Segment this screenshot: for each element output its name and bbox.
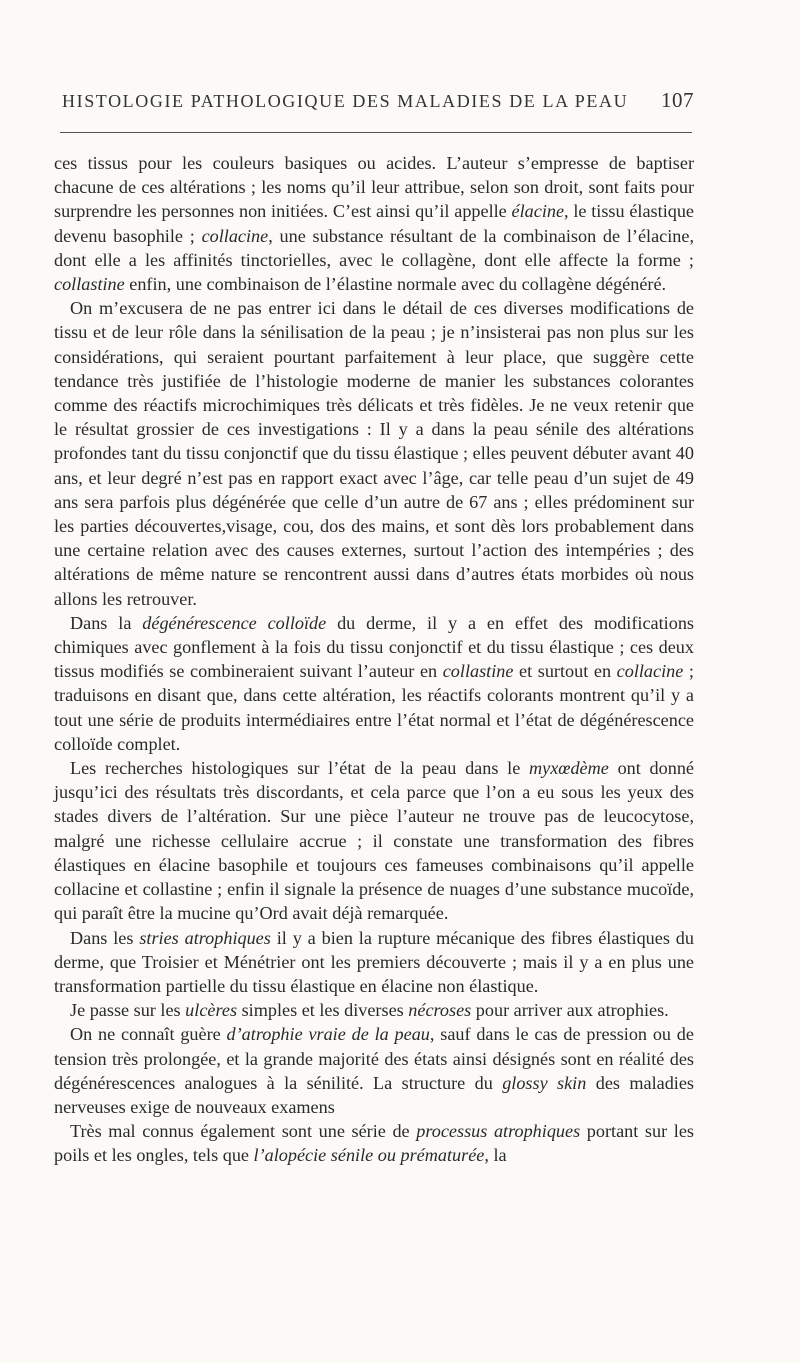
text-run: , le tissu élastique devenu basophile ; xyxy=(54,201,695,246)
italic-term: collacine xyxy=(201,225,269,246)
text-run: pour arriver aux atrophies. xyxy=(471,1000,669,1021)
text-run: Les recherches histologiques sur l’état de la peau dans le xyxy=(70,758,530,779)
text-run: et surtout en xyxy=(513,661,617,682)
text-run: il y a bien la rupture mécanique des fibres élastiques du derme, que Troisier et Ménétrier ont les premiers découverte ; mais il y a en plus une transformation partielle du tissu élastique en élacine non élastique. xyxy=(54,927,694,996)
italic-term: d’atrophie vraie de la peau xyxy=(226,1024,430,1045)
italic-term: collastine xyxy=(54,274,125,295)
body-text xyxy=(54,151,694,1168)
paragraph xyxy=(54,611,694,756)
paragraph xyxy=(54,1119,694,1167)
italic-term: glossy skin xyxy=(502,1072,587,1093)
running-title: HISTOLOGIE PATHOLOGIQUE DES MALADIES DE LA PEAU xyxy=(62,91,629,111)
italic-term: processus atrophiques xyxy=(416,1121,581,1142)
text-run: ces tissus pour les couleurs basiques ou acides. L’auteur s’empresse de baptiser chacune de ces altérations ; les noms qu’il leur attribue, selon son droit, sont faits pour surprendre les personnes non initiées. C’est ainsi qu’il appelle xyxy=(54,153,694,222)
italic-term: nécroses xyxy=(408,1000,472,1021)
text-run: , la xyxy=(484,1145,507,1166)
text-run: Très mal connus également sont une série de xyxy=(70,1121,417,1142)
text-run: Dans les xyxy=(70,927,140,948)
book-page xyxy=(54,88,694,1168)
italic-term: myxœdème xyxy=(529,758,609,779)
page-number: 107 xyxy=(661,88,694,112)
italic-term: collastine xyxy=(442,661,514,682)
text-run: On m’excusera de ne pas entrer ici dans le détail de ces diverses modifications de tissu et de leur rôle dans la sénilisation de la peau ; je n’insisterai pas non plus sur les considérations, qui seraient pourtant parfaitement à leur place, que suggère cette tendance très justifiée de l’histologie moderne de manier les substances colorantes comme des réactifs microchimiques très délicats et très fidèles. Je ne veux retenir que le résultat grossier de ces investigations : Il y a dans la peau sénile des altérations profondes tant du tissu conjonctif que du tissu élastique ; elles peuvent débuter avant 40 ans, et leur degré n’est pas en rapport exact avec l’âge, car telle peau d’un sujet de 49 ans sera parfois plus dégénérée que celle d’un autre de 67 ans ; elles prédominent sur les parties découvertes,visage, cou, dos des mains, et sont dès lors probablement dans une certaine relation avec des causes externes, surtout l’action des intempéries ; des altérations de même nature se rencontrent aussi dans d’autres états morbides où nous allons les retrouver. xyxy=(54,298,694,609)
text-run: , une substance résultant de la combinaison de l’élacine, dont elle a les affinités tinctorielles, avec le collagène, dont elle affecte la forme ; xyxy=(54,225,694,270)
italic-term: l’alopécie sénile ou prématurée xyxy=(253,1145,485,1166)
italic-term: élacine xyxy=(511,201,565,222)
italic-term: collacine xyxy=(616,661,684,682)
text-run: enfin, une combinaison de l’élastine normale avec du collagène dégénéré. xyxy=(124,274,667,295)
text-run: Dans la xyxy=(70,612,143,633)
paragraph xyxy=(54,296,694,611)
italic-term: ulcères xyxy=(185,1000,238,1021)
text-run: On ne connaît guère xyxy=(70,1024,227,1045)
italic-term: stries atrophiques xyxy=(139,927,271,948)
text-run: des maladies nerveuses exige de nouveaux examens xyxy=(54,1072,694,1117)
text-run: , sauf dans le cas de pression ou de tension très prolongée, et la grande majorité des états ainsi désignés sont en réalité des dégénérescences analogues à la sénilité. La structure du xyxy=(54,1024,694,1093)
text-run: du derme, il y a en effet des modifications chimiques avec gonflement à la fois du tissu conjonctif et du tissu élastique ; ces deux tissus modifiés se combineraient suivant l’auteur en xyxy=(54,612,694,682)
header-rule xyxy=(60,132,692,133)
text-run: ; traduisons en disant que, dans cette altération, les réactifs colorants montrent qu’il y a tout une série de produits intermédiaires entre l’état normal et l’état de dégénérescence colloïde complet. xyxy=(54,661,694,754)
text-run: portant sur les poils et les ongles, tels que xyxy=(54,1121,694,1166)
text-run: simples et les diverses xyxy=(237,1000,409,1021)
paragraph xyxy=(54,756,694,925)
paragraph xyxy=(54,1022,694,1119)
paragraph xyxy=(54,151,694,296)
running-header xyxy=(54,88,694,120)
paragraph xyxy=(54,926,694,999)
text-run: ont donné jusqu’ici des résultats très discordants, et cela parce que l’on a eu sous les yeux des stades divers de l’altération. Sur une pièce l’auteur ne trouve pas de leucocytose, malgré une richesse cellulaire accrue ; il constate une transformation des fibres élastiques en élacine basophile et toujours ces fameuses combinaisons qu’il appelle collacine et collastine ; enfin il signale la présence de nuages d’une substance mucoïde, qui paraît être la mucine qu’Ord avait déjà remarquée. xyxy=(54,758,694,924)
text-run: Je passe sur les xyxy=(70,1000,186,1021)
italic-term: dégénérescence colloïde xyxy=(142,612,327,633)
paragraph xyxy=(54,998,694,1022)
